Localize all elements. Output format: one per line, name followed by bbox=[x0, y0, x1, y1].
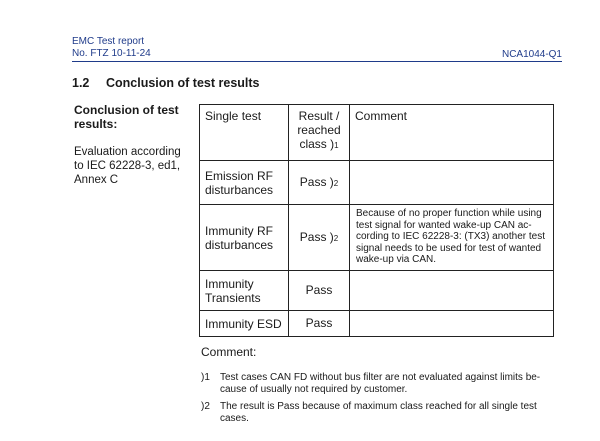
header-result-text: Result / reached class ) bbox=[297, 109, 341, 151]
footnote-1-text: Test cases CAN FD without bus filter are not evaluated against limits be-cause of usually not required by customer. bbox=[220, 372, 541, 395]
results-table bbox=[199, 104, 554, 337]
footnote-1-mark: )1 bbox=[201, 372, 210, 383]
footnote-2-mark: )2 bbox=[201, 401, 210, 412]
side-heading: Conclusion of test results: bbox=[74, 103, 179, 131]
row-result-footnote-ref: 2 bbox=[333, 178, 339, 188]
document-id: NCA1044-Q1 bbox=[501, 49, 562, 60]
row-result bbox=[289, 161, 350, 205]
row-test-name: Immunity Transients bbox=[200, 271, 289, 311]
header-comment: Comment bbox=[350, 105, 554, 161]
row-comment bbox=[350, 271, 554, 311]
side-note: Evaluation according to IEC 62228-3, ed1, Annex C bbox=[74, 146, 181, 186]
table-row bbox=[200, 271, 554, 311]
row-result bbox=[289, 311, 350, 337]
row-test-name: Immunity ESD bbox=[200, 311, 289, 337]
section-title bbox=[72, 76, 260, 90]
section-title-text: Conclusion of test results bbox=[106, 76, 260, 90]
row-test-name: Emission RF disturbances bbox=[200, 161, 289, 205]
row-result-text: Pass bbox=[305, 315, 333, 330]
table-row bbox=[200, 311, 554, 337]
row-test-name: Immunity RF disturbances bbox=[200, 205, 289, 271]
section-number: 1.2 bbox=[72, 76, 90, 90]
row-result-text: Pass bbox=[305, 282, 333, 297]
row-result bbox=[289, 205, 350, 271]
row-comment: Because of no proper function while using test signal for wanted wake-up CAN ac-cording to IEC 62228-3: (TX3) another test signal needs to be used for test of wanted wake-up via CAN. bbox=[350, 205, 554, 271]
report-header bbox=[72, 36, 151, 60]
row-result-footnote-ref: 2 bbox=[333, 233, 339, 243]
table-row bbox=[200, 161, 554, 205]
footnote-1 bbox=[201, 372, 561, 396]
row-comment bbox=[350, 161, 554, 205]
report-number: No. FTZ 10-11-24 bbox=[72, 48, 151, 59]
table-row bbox=[200, 205, 554, 271]
header-single-test: Single test bbox=[200, 105, 289, 161]
row-comment bbox=[350, 311, 554, 337]
footnote-2-text: The result is Pass because of maximum class reached for all single test cases. bbox=[220, 401, 537, 424]
report-title: EMC Test report bbox=[72, 36, 145, 47]
row-result-text: Pass ) bbox=[299, 174, 334, 189]
table-header-row bbox=[200, 105, 554, 161]
row-result bbox=[289, 271, 350, 311]
footnote-2 bbox=[201, 401, 561, 425]
row-result-text: Pass ) bbox=[299, 229, 334, 244]
header-result bbox=[289, 105, 350, 161]
header-result-footnote-ref: 1 bbox=[334, 141, 339, 150]
comment-label: Comment: bbox=[201, 345, 257, 359]
header-divider bbox=[72, 61, 562, 62]
